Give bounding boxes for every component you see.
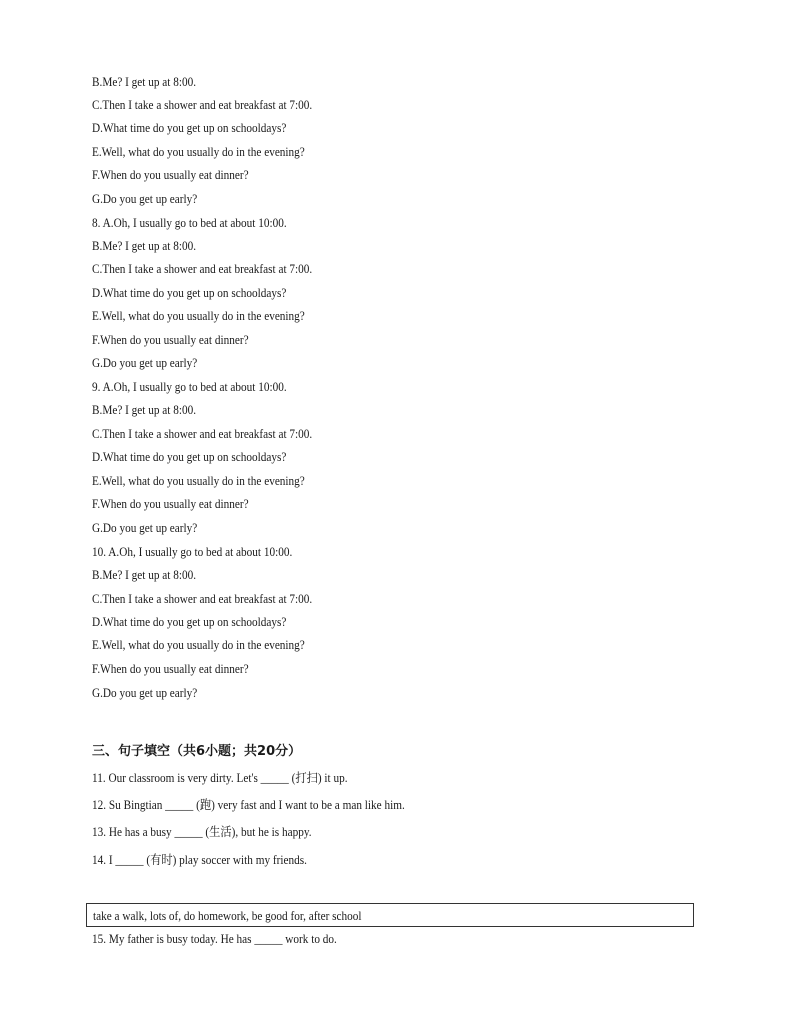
q9-option-d: D.What time do you get up on schooldays? [92, 450, 287, 464]
q10-option-e: E.Well, what do you usually do in the evening? [92, 638, 305, 652]
q10-option-c: C.Then I take a shower and eat breakfast at 7:00. [92, 592, 313, 606]
q10-option-a: 10. A.Oh, I usually go to bed at about 10:00. [92, 545, 293, 559]
q7-option-c: C.Then I take a shower and eat breakfast at 7:00. [92, 98, 313, 112]
q7-option-f: F.When do you usually eat dinner? [92, 168, 249, 182]
question-13: 13. He has a busy _____ (生活), but he is happy. [92, 825, 312, 839]
q9-option-e: E.Well, what do you usually do in the evening? [92, 474, 305, 488]
q8-option-a: 8. A.Oh, I usually go to bed at about 10:00. [92, 216, 287, 230]
q8-option-f: F.When do you usually eat dinner? [92, 333, 249, 347]
section3-heading: 三、句子填空（共6小题；共20分） [92, 744, 302, 759]
q10-option-g: G.Do you get up early? [92, 686, 198, 700]
q7-option-e: E.Well, what do you usually do in the evening? [92, 145, 305, 159]
q10-option-d: D.What time do you get up on schooldays? [92, 615, 287, 629]
q7-option-g: G.Do you get up early? [92, 192, 198, 206]
q9-option-c: C.Then I take a shower and eat breakfast at 7:00. [92, 427, 313, 441]
q7-option-d: D.What time do you get up on schooldays? [92, 121, 287, 135]
question-12: 12. Su Bingtian _____ (跑) very fast and I want to be a man like him. [92, 798, 405, 812]
q9-option-b: B.Me? I get up at 8:00. [92, 403, 197, 417]
question-14: 14. I _____ (有时) play soccer with my friends. [92, 853, 307, 867]
q8-option-c: C.Then I take a shower and eat breakfast at 7:00. [92, 262, 313, 276]
word-bank-box [86, 903, 694, 927]
question-15: 15. My father is busy today. He has _____ work to do. [92, 932, 337, 946]
q8-option-e: E.Well, what do you usually do in the evening? [92, 309, 305, 323]
word-bank-text: take a walk, lots of, do homework, be good for, after school [93, 909, 362, 923]
q9-option-a: 9. A.Oh, I usually go to bed at about 10:00. [92, 380, 287, 394]
q8-option-d: D.What time do you get up on schooldays? [92, 286, 287, 300]
question-11: 11. Our classroom is very dirty. Let's _____ (打扫) it up. [92, 771, 348, 785]
q7-option-b: B.Me? I get up at 8:00. [92, 75, 197, 89]
q9-option-f: F.When do you usually eat dinner? [92, 497, 249, 511]
q10-option-f: F.When do you usually eat dinner? [92, 662, 249, 676]
q10-option-b: B.Me? I get up at 8:00. [92, 568, 197, 582]
q8-option-b: B.Me? I get up at 8:00. [92, 239, 197, 253]
q8-option-g: G.Do you get up early? [92, 356, 198, 370]
q9-option-g: G.Do you get up early? [92, 521, 198, 535]
